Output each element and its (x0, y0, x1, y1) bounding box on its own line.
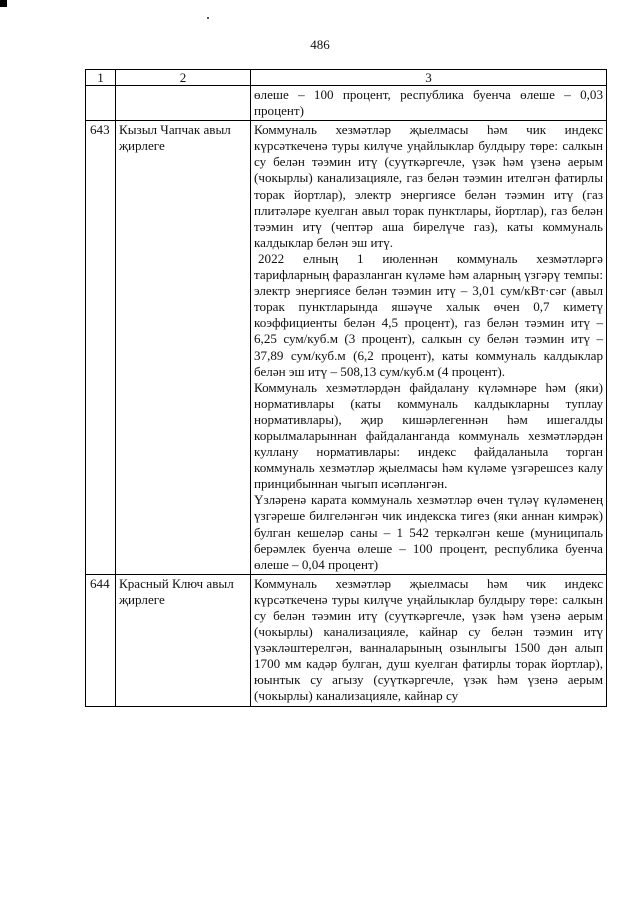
page-number: 486 (310, 37, 330, 52)
table-header-row (86, 70, 607, 86)
description-paragraph: Коммуналь хезмәтләр җыелмасы һәм чик индекс күрсәткеченә туры килүче уңайлыклар булдыру төре: салкын су белән тәэмин итү (суүткәргечле, үзәк һәм үзенә аерым (чокырлы) канализацияле, кайнар су белән тәэмин итү үзәкләштерелгән, ванналарының озынлыгы 1500 дән алып 1700 мм кадәр булган, душ куелган фатирлы торак йортлар), юынтык су агызу (суүткәргечле, үзәк һәм үзенә аерым (чокырлы) канализацияле, кайнар су (254, 575, 603, 704)
settlement-name: Кызыл Чапчак авыл җирлеге (116, 121, 251, 575)
description-paragraph: Үзләренә карата коммуналь хезмәтләр өчен түләү күләменең үзгәреше билгеләнгән чик индекска тигез (яки аннан кимрәк) булган кешеләр саны – 1 542 теркәлгән кеше (муниципаль берәмлек буенча өлеше – 100 процент, республика буенча өлеше – 0,04 процент) (254, 492, 603, 572)
description-paragraph: Коммуналь хезмәтләрдән файдалану күләмнәре һәм (яки) нормативлары (каты коммуналь калдыкларны туплау нормативлары), җир кишәрлегеннән һәм ишегалды корылмаларыннан файдаланганда коммуналь хезмәтләрдән куллану нормативлары: индекс файдаланыла торган коммуналь хезмәтләр җыелмасы һәм күләме үзгәрешсез калу принцибыннан чыгып исәпләнгән. (254, 379, 603, 492)
corner-scan-mark (0, 0, 7, 7)
row-number: 644 (86, 574, 116, 706)
description-paragraph: Коммуналь хезмәтләр җыелмасы һәм чик индекс күрсәткеченә туры килүче уңайлыклар булдыру төре: салкын су белән тәэмин итү (суүткәргечле, үзәк һәм үзенә аерым (чокырлы) канализацияле, газ белән тәэмин ителгән фатирлы торак йортлар), электр энергиясе белән тәэмин итү (газ плитәләре куелган авыл торак пунктлары, йортлар), газ белән тәэмин итү (чептәр аша бирелүче газ), каты коммуналь калдыклар белән эш итү. (254, 122, 603, 250)
municipal-tariff-table (85, 69, 607, 707)
settlement-name (116, 86, 251, 121)
table-row (86, 121, 607, 575)
description-paragraph: 2022 елның 1 июленнән коммуналь хезмәтләргә тарифларның фаразланган күләме һәм аларның үзгәрү темпы: электр энергиясе белән тәэмин итү – 3,01 сум/кВт·сәг (авыл торак пунктларында яшәүче халык өчен 0,7 киметү коэффициенты белән 4,5 процент), газ белән тәэмин итү – 6,25 сум/куб.м (3 процент), салкын су белән тәэмин итү – 37,89 сум/куб.м (6,2 процент), каты коммуналь калдыклар белән эш итү – 508,13 сум/куб.м (4 процент). (254, 250, 603, 379)
description-paragraph: өлеше – 100 процент, республика буенча өлеше – 0,03 процент) (254, 87, 603, 119)
table-row (86, 574, 607, 706)
row-number (86, 86, 116, 121)
settlement-name: Красный Ключ авыл җирлеге (116, 574, 251, 706)
row-number: 643 (86, 121, 116, 575)
table-row (86, 86, 607, 121)
description-cell (251, 86, 607, 121)
scan-speck (207, 17, 209, 19)
description-cell (251, 574, 607, 706)
column-header-1: 1 (86, 70, 116, 86)
description-cell (251, 121, 607, 575)
column-header-2: 2 (116, 70, 251, 86)
column-header-3: 3 (251, 70, 607, 86)
